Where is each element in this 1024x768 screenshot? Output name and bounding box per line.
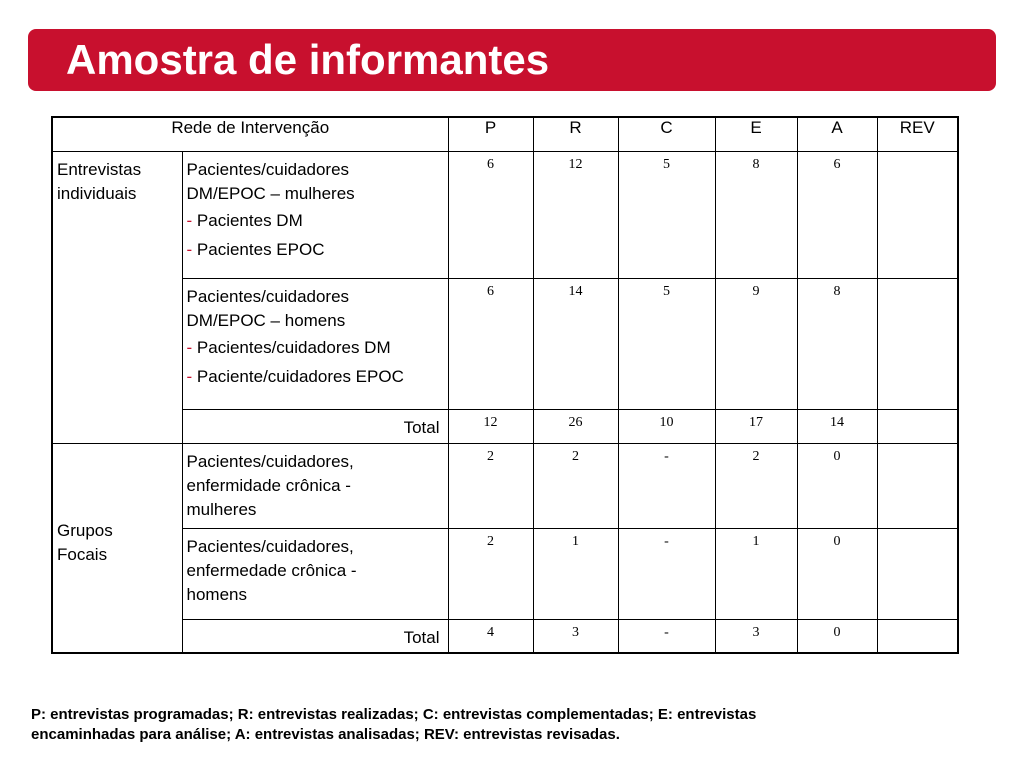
- row-title-line: homens: [186, 584, 247, 604]
- row-title-line: Pacientes/cuidadores: [186, 286, 350, 306]
- cell-a: 6: [797, 151, 877, 278]
- header-col-rev: REV: [877, 117, 958, 151]
- group-label-wrapper: [57, 519, 178, 567]
- table-total-row: [52, 409, 958, 443]
- total-a: 0: [797, 619, 877, 653]
- table-row: [52, 443, 958, 528]
- footnote-line: encaminhadas para análise; A: entrevistas analisadas; REV: entrevistas revisadas.: [31, 726, 620, 743]
- total-r: 3: [533, 619, 618, 653]
- table-row: [52, 151, 958, 278]
- cell-r: 1: [533, 528, 618, 619]
- table-row: [52, 528, 958, 619]
- row-description: [182, 528, 448, 619]
- title-bar: [28, 29, 996, 91]
- cell-a: 8: [797, 278, 877, 409]
- group-label-line: Grupos: [57, 520, 113, 540]
- cell-c: -: [618, 528, 715, 619]
- cell-r: 14: [533, 278, 618, 409]
- dash-bullet: -: [186, 337, 193, 357]
- cell-c: 5: [618, 278, 715, 409]
- header-col-e: E: [715, 117, 797, 151]
- row-title-line: DM/EPOC – homens: [186, 310, 346, 330]
- group-label-line: Focais: [57, 544, 108, 564]
- total-label: Total: [182, 619, 448, 653]
- group-label-line: Entrevistas: [57, 159, 142, 179]
- header-col-p: P: [448, 117, 533, 151]
- group-label-line: individuais: [57, 183, 137, 203]
- row-subitem: [187, 362, 444, 391]
- row-title-line: Pacientes/cuidadores,: [186, 536, 354, 556]
- cell-e: 8: [715, 151, 797, 278]
- row-title-line: DM/EPOC – mulheres: [186, 183, 355, 203]
- cell-rev: [877, 278, 958, 409]
- row-description: [182, 443, 448, 528]
- row-title-line: enfermedade crônica -: [186, 560, 357, 580]
- footnote-line: P: entrevistas programadas; R: entrevistas realizadas; C: entrevistas complementadas; E: entrevistas: [31, 706, 757, 723]
- cell-rev: [877, 443, 958, 528]
- cell-r: 12: [533, 151, 618, 278]
- dash-bullet: -: [186, 239, 193, 259]
- cell-p: 2: [448, 443, 533, 528]
- row-title-line: Pacientes/cuidadores: [186, 159, 350, 179]
- cell-p: 6: [448, 151, 533, 278]
- group-label-focus-groups: [52, 443, 182, 653]
- header-col-a: A: [797, 117, 877, 151]
- row-title-line: Pacientes/cuidadores,: [186, 451, 354, 471]
- page-title: Amostra de informantes: [66, 36, 550, 83]
- total-a: 14: [797, 409, 877, 443]
- total-e: 17: [715, 409, 797, 443]
- row-subitem: [187, 333, 444, 362]
- sample-table: [51, 116, 959, 654]
- row-description: [182, 278, 448, 409]
- cell-p: 6: [448, 278, 533, 409]
- header-col-r: R: [533, 117, 618, 151]
- cell-rev: [877, 528, 958, 619]
- total-rev: [877, 619, 958, 653]
- cell-rev: [877, 151, 958, 278]
- total-r: 26: [533, 409, 618, 443]
- group-label-individual-interviews: [52, 151, 182, 443]
- table-total-row: [52, 619, 958, 653]
- cell-r: 2: [533, 443, 618, 528]
- total-c: 10: [618, 409, 715, 443]
- cell-a: 0: [797, 528, 877, 619]
- table-header-row: [52, 117, 958, 151]
- row-subitem: [187, 235, 444, 264]
- total-c: -: [618, 619, 715, 653]
- row-description: [182, 151, 448, 278]
- row-subitem: [187, 206, 444, 235]
- cell-e: 2: [715, 443, 797, 528]
- row-subitem-text: Pacientes DM: [196, 210, 303, 230]
- total-label: Total: [182, 409, 448, 443]
- total-e: 3: [715, 619, 797, 653]
- legend-footnote: [31, 705, 931, 745]
- cell-p: 2: [448, 528, 533, 619]
- cell-c: 5: [618, 151, 715, 278]
- cell-c: -: [618, 443, 715, 528]
- row-subitem-text: Pacientes EPOC: [196, 239, 325, 259]
- total-p: 12: [448, 409, 533, 443]
- row-subitem-text: Pacientes/cuidadores DM: [196, 337, 391, 357]
- row-subitem-text: Paciente/cuidadores EPOC: [196, 366, 404, 386]
- dash-bullet: -: [186, 366, 193, 386]
- cell-a: 0: [797, 443, 877, 528]
- total-p: 4: [448, 619, 533, 653]
- total-rev: [877, 409, 958, 443]
- table-row: [52, 278, 958, 409]
- cell-e: 1: [715, 528, 797, 619]
- row-title-line: mulheres: [186, 499, 257, 519]
- header-col-c: C: [618, 117, 715, 151]
- header-intervention-network: Rede de Intervenção: [52, 117, 448, 151]
- dash-bullet: -: [186, 210, 193, 230]
- cell-e: 9: [715, 278, 797, 409]
- row-title-line: enfermidade crônica -: [186, 475, 351, 495]
